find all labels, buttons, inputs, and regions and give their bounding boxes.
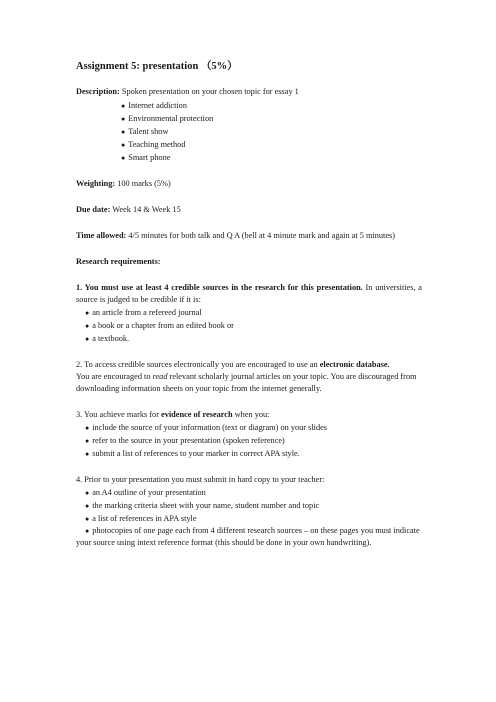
- requirement-3: [76, 409, 269, 420]
- bullet-icon: ●: [85, 309, 90, 317]
- requirement-2-bold: electronic database.: [319, 360, 390, 369]
- submission-label: an A4 outline of your presentation: [92, 488, 206, 497]
- research-label: refer to the source in your presentation (spoken reference): [92, 436, 285, 445]
- research-label: include the source of your information (text or diagram) on your slides: [92, 423, 328, 432]
- bullet-icon: ●: [121, 154, 126, 162]
- research-heading-text: Research requirements:: [76, 257, 161, 266]
- bullet-icon: ●: [121, 128, 126, 136]
- title-percent: （5%）: [200, 61, 238, 72]
- requirement-1: [76, 282, 422, 306]
- bullet-icon: ●: [121, 102, 126, 110]
- requirement-2: [76, 359, 422, 395]
- bullet-icon: ●: [85, 437, 90, 445]
- bullet-icon: ●: [85, 515, 90, 523]
- submission-label: photocopies of one page each from 4 different research sources – on these pages you must indicate your source using intext reference format (this should be done in your own handwriting).: [76, 526, 420, 547]
- bullet-icon: ●: [85, 450, 90, 458]
- source-label: an article from a refereed journal: [92, 308, 202, 317]
- requirement-2-text: 2. To access credible sources electronically you are encouraged to use an: [76, 360, 320, 369]
- research-item: [85, 422, 327, 434]
- description-label: Description:: [76, 87, 120, 96]
- requirement-3-text: 3. You achieve marks for: [76, 410, 162, 419]
- submission-item: [85, 487, 206, 499]
- research-item: [85, 448, 300, 460]
- bullet-icon: ●: [85, 489, 90, 497]
- research-item: [85, 435, 285, 447]
- requirement-4-text: 4. Prior to your presentation you must submit in hard copy to your teacher:: [76, 475, 325, 484]
- due-date-line: [76, 204, 181, 215]
- time-allowed-text: 4/5 minutes for both talk and Q A (bell at 4 minute mark and again at 5 minutes): [126, 231, 396, 240]
- time-allowed-label: Time allowed:: [76, 231, 127, 240]
- submission-item: [85, 513, 197, 525]
- requirement-3-text-b: when you:: [232, 410, 270, 419]
- topic-label: Teaching method: [128, 140, 186, 149]
- time-allowed-line: [76, 230, 395, 241]
- requirement-1-bold: 1. You must use at least 4 credible sources in the research for this presentation.: [76, 283, 363, 292]
- requirement-2-text-b: You are encouraged to: [76, 372, 153, 381]
- bullet-icon: ●: [85, 424, 90, 432]
- topic-label: Talent show: [128, 127, 169, 136]
- topic-item: [121, 100, 187, 112]
- submission-label: a list of references in APA style: [92, 514, 197, 523]
- title-text: Assignment 5: presentation: [76, 61, 199, 72]
- topic-item: [121, 126, 168, 138]
- topic-item: [121, 113, 213, 125]
- topic-label: Environmental protection: [128, 114, 214, 123]
- description-text: Spoken presentation on your chosen topic for essay 1: [119, 87, 299, 96]
- submission-item: [85, 500, 319, 512]
- source-label: a textbook.: [92, 334, 130, 343]
- weighting-label: Weighting:: [76, 179, 116, 188]
- requirement-1-text: In universities, a source is judged to be credible if it is:: [76, 283, 422, 304]
- source-label: a book or a chapter from an edited book or: [92, 321, 234, 330]
- research-heading: [76, 256, 161, 267]
- submission-label: the marking criteria sheet with your name, student number and topic: [92, 501, 320, 510]
- requirement-2-italic: read: [152, 372, 168, 381]
- bullet-icon: ●: [85, 527, 90, 535]
- requirement-4: [76, 474, 324, 485]
- bullet-icon: ●: [121, 141, 126, 149]
- source-item: [85, 333, 129, 345]
- due-date-label: Due date:: [76, 205, 111, 214]
- weighting-line: [76, 178, 171, 189]
- bullet-icon: ●: [85, 322, 90, 330]
- bullet-icon: ●: [85, 502, 90, 510]
- research-label: submit a list of references to your marker in correct APA style.: [92, 449, 300, 458]
- page-title: [76, 58, 238, 73]
- bullet-icon: ●: [121, 115, 126, 123]
- bullet-icon: ●: [85, 335, 90, 343]
- source-item: [85, 320, 234, 332]
- topic-item: [121, 139, 185, 151]
- weighting-text: 100 marks (5%): [115, 179, 171, 188]
- topic-label: Smart phone: [128, 153, 171, 162]
- requirement-2-text-c: relevant scholarly journal articles on your topic. You are discouraged from downloading information sheets on your topic from the internet generally.: [76, 372, 417, 393]
- due-date-text: Week 14 & Week 15: [110, 205, 181, 214]
- requirement-3-bold: evidence of research: [161, 410, 233, 419]
- source-item: [85, 307, 202, 319]
- description-line: [76, 86, 299, 97]
- submission-item-last: [76, 525, 426, 549]
- topic-label: Internet addiction: [128, 101, 187, 110]
- topic-item: [121, 152, 170, 164]
